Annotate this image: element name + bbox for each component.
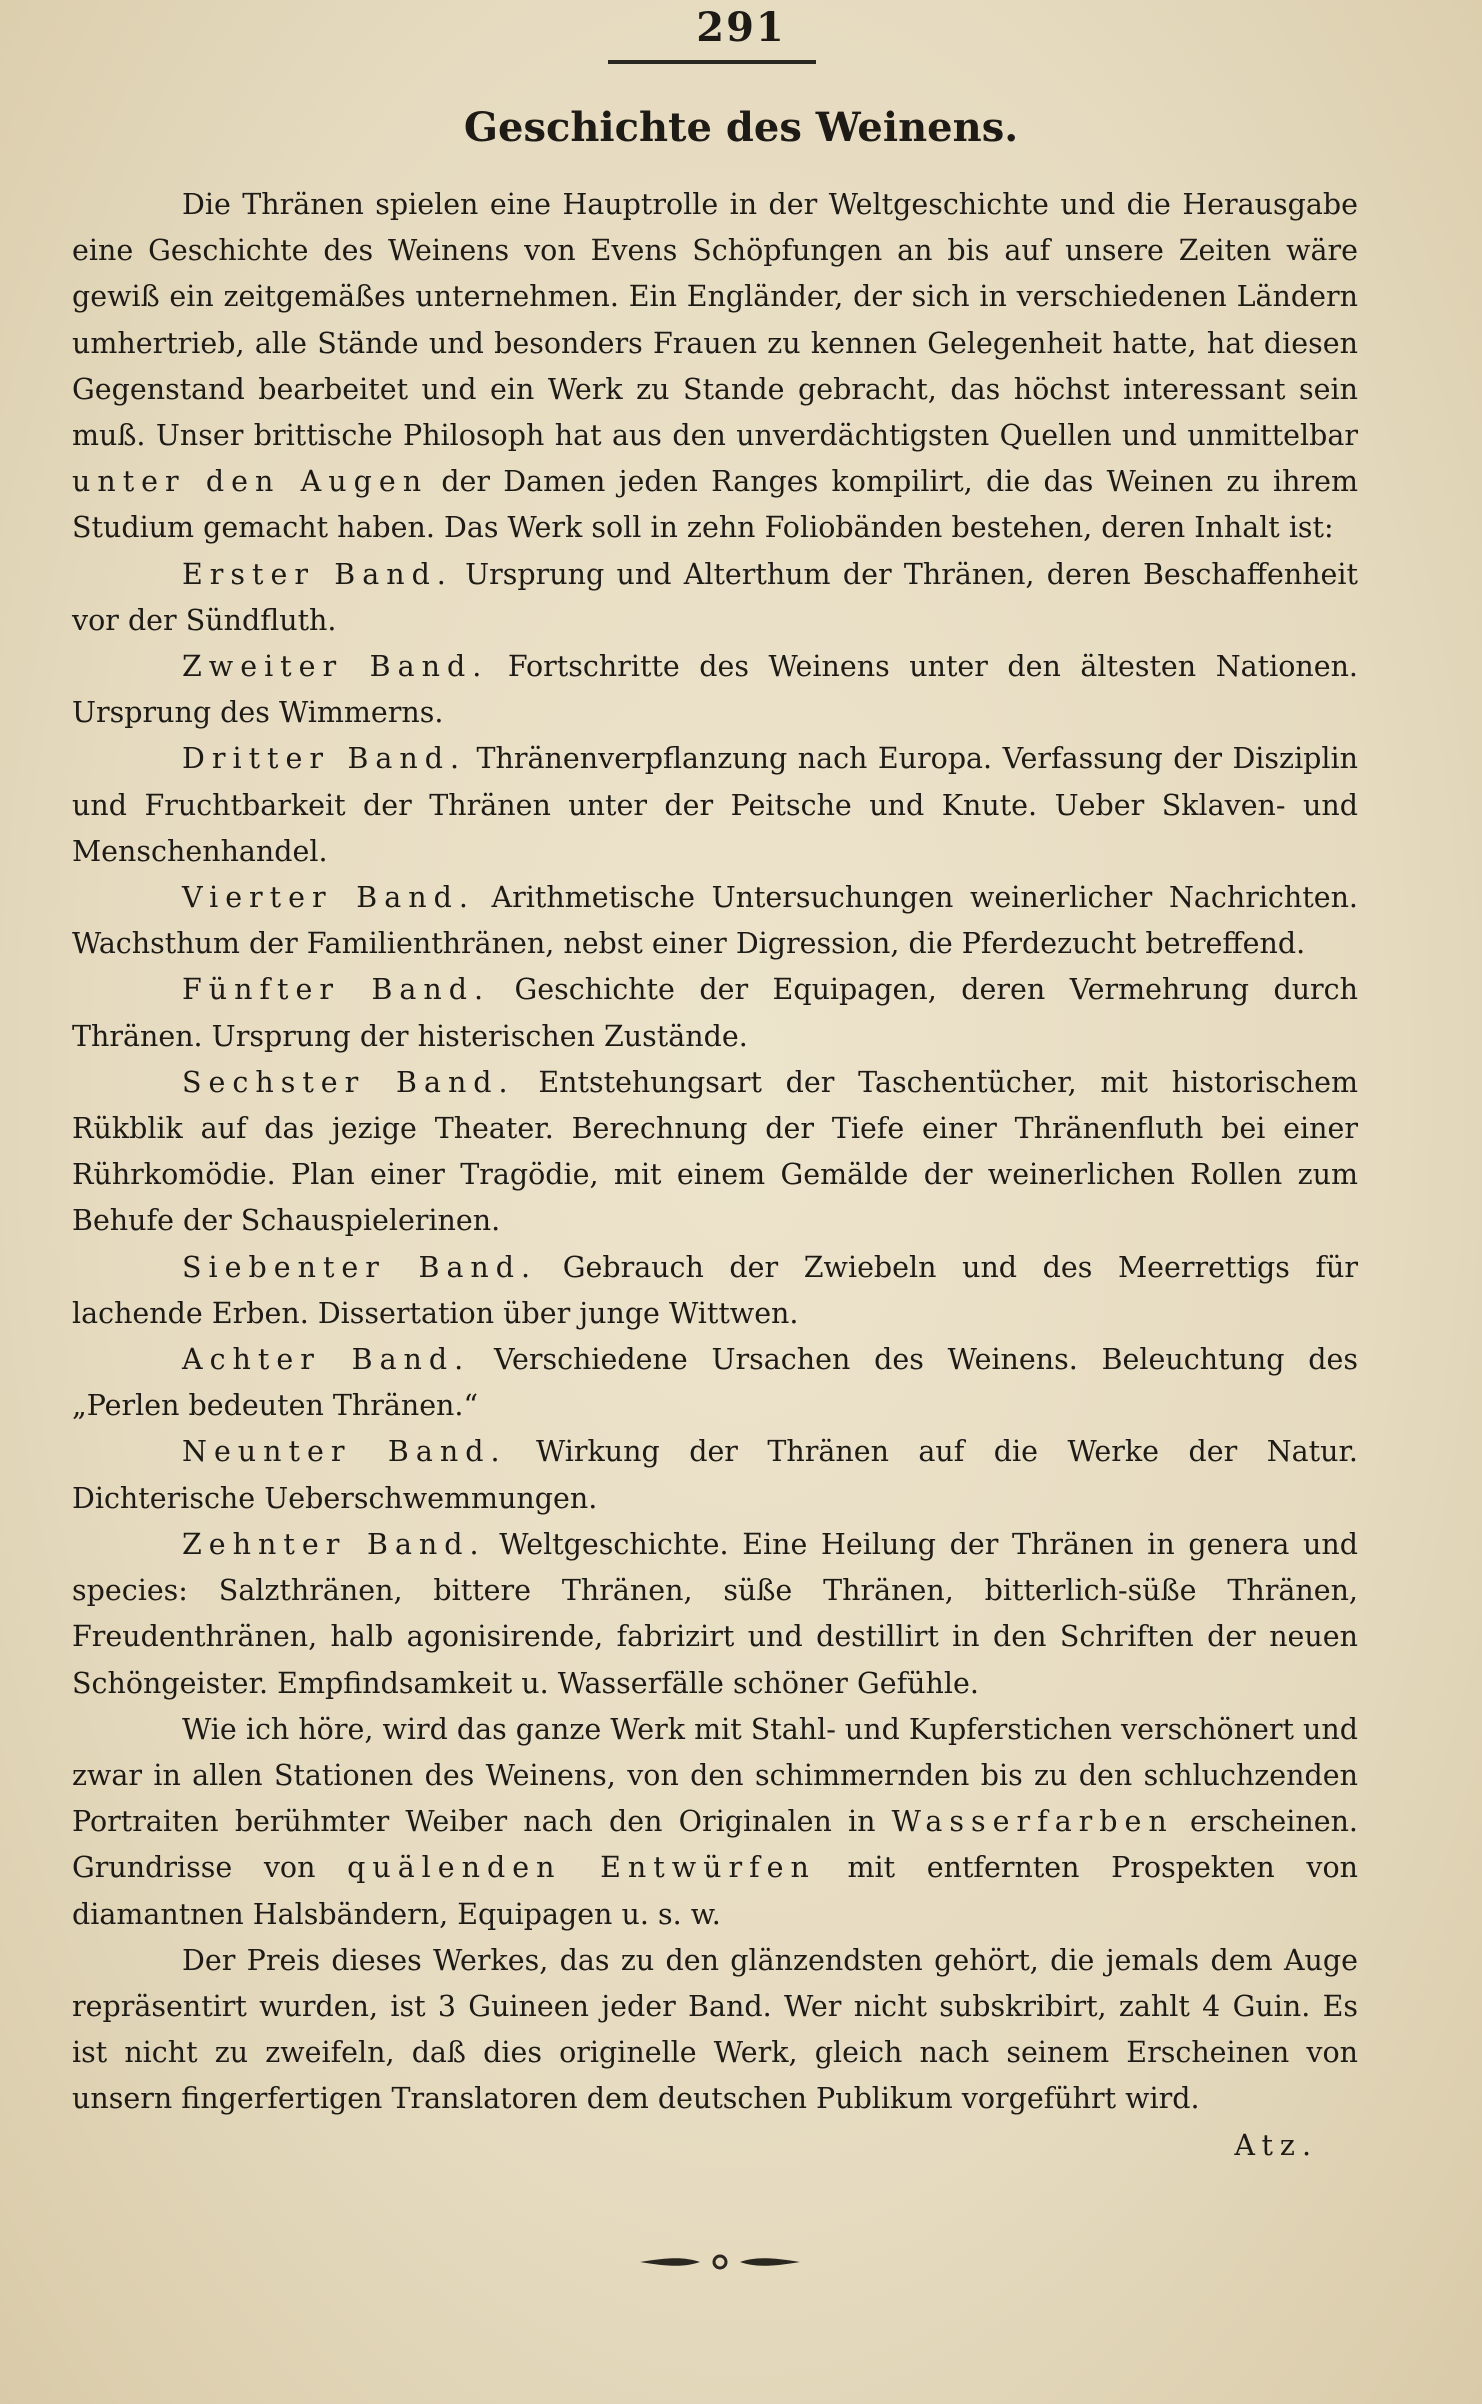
volume-paragraph	[72, 1522, 1358, 1707]
price-text: Der Preis dieses Werkes, das zu den glänzendsten gehört, die jemals dem Auge repräsentirt wurden, ist 3 Guineen jeder Band. Wer nicht subskribirt, zahlt 4 Guin. Es ist nicht zu zweifeln, daß dies originelle Werk, gleich nach seinem Erscheinen von unsern fingerfertigen Translatoren dem deutschen Publikum vorgeführt wird.	[72, 1943, 1358, 2116]
ornament-left-flourish	[640, 2258, 700, 2266]
volume-paragraph	[72, 1429, 1358, 1521]
volume-paragraph	[72, 736, 1358, 875]
volume-label: Neunter Band.	[182, 1435, 507, 1469]
header-rule	[608, 60, 816, 64]
volume-paragraph	[72, 1337, 1358, 1429]
volume-label: Zweiter Band.	[182, 650, 489, 684]
volume-paragraph	[72, 1245, 1358, 1337]
price-paragraph	[72, 1938, 1358, 2162]
ornament-divider	[630, 2247, 810, 2277]
article-title: Geschichte des Weinens.	[463, 104, 1019, 151]
volume-text: Verschiedene Ursachen des Weinens. Beleuchtung des „Perlen bedeuten Thränen.“	[72, 1343, 1358, 1423]
intro-paragraph	[72, 182, 1358, 552]
volume-text: Entstehungsart der Taschentücher, mit historischem Rükblik auf das jezige Theater. Berechnung der Tiefe einer Thränenfluth bei einer Rührkomödie. Plan einer Tragödie, mit einem Gemälde der weinerlichen Rollen zum Behufe der Schauspielerinen.	[72, 1065, 1359, 1238]
volume-paragraph	[72, 1060, 1358, 1245]
volume-paragraph	[72, 552, 1358, 644]
volume-label: Erster Band.	[182, 557, 453, 591]
intro-emphasis: unter den Augen	[72, 465, 429, 499]
engravings-text: erscheinen. Grundrisse von	[72, 1805, 1358, 1885]
volume-label: Achter Band.	[182, 1343, 471, 1377]
engravings-paragraph	[72, 1707, 1358, 1938]
volume-text: Weltgeschichte. Eine Heilung der Thränen in genera und species: Salzthränen, bittere Thränen, süße Thränen, bitterlich-süße Thränen, Freudenthränen, halb agonisirende, fabrizirt und destillirt in den Schriften der neuen Schöngeister. Empfindsamkeit u. Wasserfälle schöner Gefühle.	[72, 1527, 1358, 1700]
volume-text: Fortschritte des Weinens unter den ältesten Nationen. Ursprung des Wimmerns.	[72, 650, 1358, 730]
volume-paragraph	[72, 967, 1358, 1059]
volume-label: Siebenter Band.	[182, 1250, 538, 1284]
volume-text: Gebrauch der Zwiebeln und des Meerrettigs für lachende Erben. Dissertation über junge Wittwen.	[72, 1250, 1358, 1330]
engravings-emphasis: Wasserfarben	[891, 1805, 1174, 1839]
engravings-text: mit entfernten Prospekten von diamantnen Halsbändern, Equipagen u. s. w.	[72, 1851, 1358, 1931]
volume-label: Fünfter Band.	[182, 973, 491, 1007]
volume-paragraph	[72, 644, 1358, 736]
intro-text: Die Thränen spielen eine Hauptrolle in der Weltgeschichte und die Herausgabe eine Geschichte des Weinens von Evens Schöpfungen an bis auf unsere Zeiten wäre gewiß ein zeitgemäßes unternehmen. Ein Engländer, der sich in verschiedenen Ländern umhertrieb, alle Stände und besonders Frauen zu kennen Gelegenheit hatte, hat diesen Gegenstand bearbeitet und ein Werk zu Stande gebracht, das höchst interessant sein muß. Unser brittische Philosoph hat aus den unverdächtigsten Quellen und unmittelbar	[72, 188, 1358, 453]
volume-text: Wirkung der Thränen auf die Werke der Natur. Dichterische Ueberschwemmungen.	[72, 1435, 1358, 1515]
volume-label: Sechster Band.	[182, 1065, 515, 1099]
engravings-text: Wie ich höre, wird das ganze Werk mit Stahl- und Kupferstichen verschönert und zwar in allen Stationen des Weinens, von den schimmernden bis zu den schluchzenden Portraiten berühmter Weiber nach den Originalen in	[72, 1712, 1359, 1839]
volume-label: Dritter Band.	[182, 742, 467, 776]
volume-text: Arithmetische Untersuchungen weinerlicher Nachrichten. Wachsthum der Familienthränen, nebst einer Digression, die Pferdezucht betreffend.	[72, 881, 1358, 961]
volume-paragraph	[72, 875, 1358, 967]
intro-text-end: der Damen jeden Ranges kompilirt, die das Weinen zu ihrem Studium gemacht haben. Das Werk soll in zehn Foliobänden bestehen, deren Inhalt ist:	[72, 465, 1358, 545]
article-body	[72, 182, 1358, 2169]
volume-text: Thränenverpflanzung nach Europa. Verfassung der Disziplin und Fruchtbarkeit der Thränen unter der Peitsche und Knute. Ueber Sklaven- und Menschenhandel.	[72, 742, 1359, 868]
engravings-emphasis: quälenden Entwürfen	[347, 1851, 816, 1885]
author-signature: Atz.	[1234, 2128, 1318, 2162]
volume-label: Zehnter Band.	[182, 1527, 486, 1561]
volume-label: Vierter Band.	[182, 881, 475, 915]
volume-text: Geschichte der Equipagen, deren Vermehrung durch Thränen. Ursprung der histerischen Zustände.	[72, 973, 1358, 1053]
ornament-center	[714, 2256, 726, 2268]
volume-text: Ursprung und Alterthum der Thränen, deren Beschaffenheit vor der Sündfluth.	[72, 557, 1358, 637]
page-number: 291	[696, 4, 786, 51]
ornament-right-flourish	[740, 2258, 800, 2266]
